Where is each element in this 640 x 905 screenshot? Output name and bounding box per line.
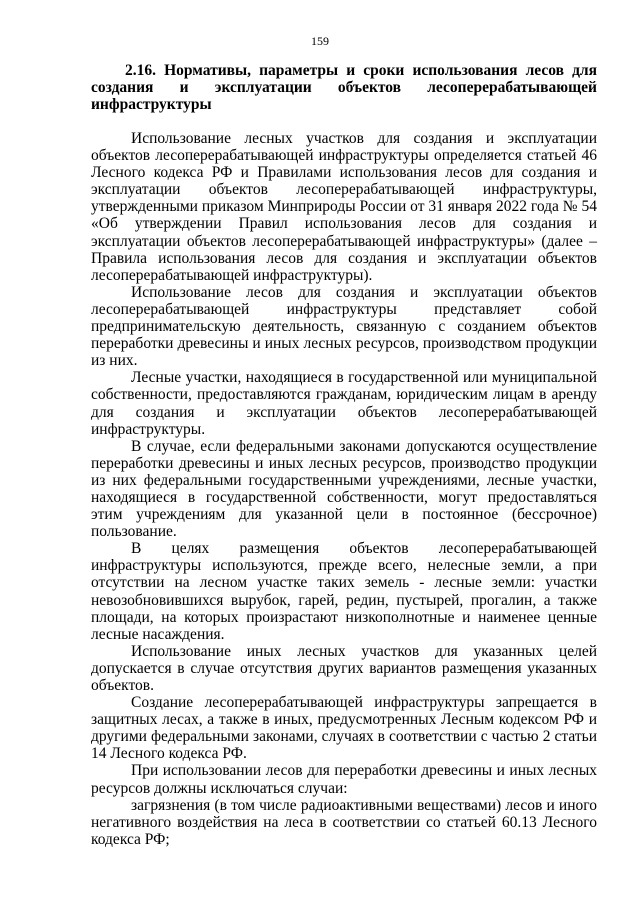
document-body [91,130,597,848]
body-paragraph: Использование лесов для создания и эксплуатации объектов лесоперерабатывающей инфраструктуры представляет собой предпринимательскую деятельность, связанную с созданием объектов переработки древесины и иных лесных ресурсов, производством продукции из них. [91,283,597,370]
body-paragraph: В случае, если федеральными законами допускаются осуществление переработки древесины и иных лесных ресурсов, производство продукции из них федеральными государственными учреждениями, лесные участки, находящиеся в государственной собственности, могут предоставляться этим учреждениям для указанной цели в постоянное (бессрочное) пользование. [91,437,597,541]
body-paragraph: Лесные участки, находящиеся в государственной или муниципальной собственности, предоставляются гражданам, юридическим лицам в аренду для создания и эксплуатации объектов лесоперерабатывающей инфраструктуры. [91,369,597,438]
body-paragraph: загрязнения (в том числе радиоактивными веществами) лесов и иного негативного воздействия на леса в соответствии со статьей 60.13 Лесного кодекса РФ; [91,796,597,848]
body-paragraph: Создание лесоперерабатывающей инфраструктуры запрещается в защитных лесах, а также в иных, предусмотренных Лесным кодексом РФ и другими федеральными законами, случаях в соответствии с частью 2 статьи 14 Лесного кодекса РФ. [91,694,597,763]
body-paragraph: В целях размещения объектов лесоперерабатывающей инфраструктуры используются, прежде всего, нелесные земли, а при отсутствии на лесном участке таких земель - лесные земли: участки невозобновившихся вырубок, гарей, редин, пустырей, прогалин, а также площади, на которых произрастают низкополнотные и наименее ценные лесные насаждения. [91,540,597,643]
body-paragraph: Использование лесных участков для создания и эксплуатации объектов лесоперерабатывающей инфраструктуры определяется статьей 46 Лесного кодекса РФ и Правилами использования лесов для создания и эксплуатации объектов лесоперерабатывающей инфраструктуры, утвержденными приказом Минприроды России от 31 января 2022 года № 54 «Об утверждении Правил использования лесов для создания и эксплуатации объектов лесоперерабатывающей инфраструктуры» (далее – Правила использования лесов для создания и эксплуатации объектов лесоперерабатывающей инфраструктуры). [91,130,597,284]
section-heading: 2.16. Нормативы, параметры и сроки использования лесов для создания и эксплуатации объектов лесоперерабатывающей инфраструктуры [91,62,597,113]
page-number: 159 [311,34,329,48]
body-paragraph: Использование иных лесных участков для указанных целей допускается в случае отсутствия других вариантов размещения указанных объектов. [91,642,597,694]
body-paragraph: При использовании лесов для переработки древесины и иных лесных ресурсов должны исключаться случаи: [91,762,597,797]
